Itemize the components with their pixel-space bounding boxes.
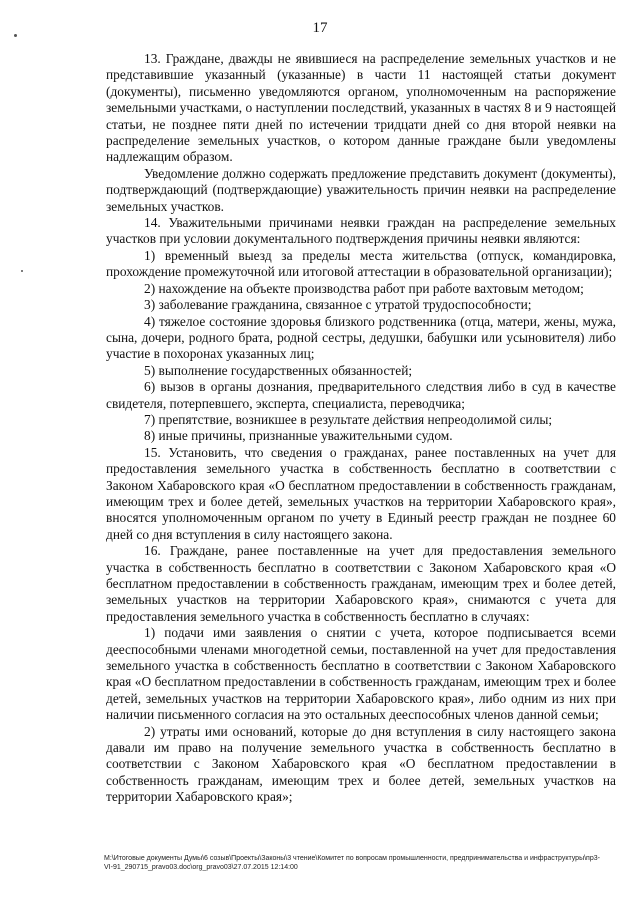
paragraph-14: 14. Уважительными причинами неявки граждан на распределение земельных участков при условии документального подтверждения причины неявки являются: <box>106 215 616 247</box>
list-item-14-8: 8) иные причины, признанные уважительными судом. <box>144 428 453 444</box>
list-item-14-7: 7) препятствие, возникшее в результате действия непреодолимой силы; <box>144 411 553 427</box>
paragraph-15: 15. Установить, что сведения о гражданах, ранее поставленных на учет для предоставления земельного участка в собственность бесплатно в соответствии с Законом Хабаровского края «О бесплатном предоставлении в собственность гражданам, имеющим трех и более детей, земельных участков на территории Хабаровского края», вносятся уполномоченным органом по учету в Единый реестр граждан не позднее 60 дней со дня вступления в силу настоящего закона. <box>106 444 616 542</box>
list-item-14-1: 1) временный выезд за пределы места жительства (отпуск, командировка, прохождение промежуточной или итоговой аттестации в образовательной организации); <box>106 247 616 280</box>
list-item-14-3: 3) заболевание гражданина, связанное с утратой трудоспособности; <box>144 297 532 313</box>
footer-file-path: M:\Итоговые документы Думы\6 созыв\Проекты\Законы\3 чтение\Комитет по вопросам промышленности, предпринимательства и инфраструктуры\пр3- <box>104 855 600 862</box>
list-item-14-5: 5) выполнение государственных обязанностей; <box>144 362 413 378</box>
paragraph-13: 13. Граждане, дважды не явившиеся на распределение земельных участков и не представившие указанный (указанные) в части 11 настоящей статьи документ (документы), письменно уведомляются органом, уполномоченным на распоряжение земельными участками, о наступлении последствий, указанных в частях 8 и 9 настоящей статьи, не позднее пяти дней по истечении тридцати дней со дня второй неявки на распределение земельных участков, о котором данные граждане были уведомлены надлежащим образом. <box>106 51 616 165</box>
paragraph-16: 16. Граждане, ранее поставленные на учет для предоставления земельного участка в собственность бесплатно в соответствии с Законом Хабаровского края «О бесплатном предоставлении в собственность гражданам, имеющим трех и более детей, земельных участков на территории Хабаровского края», снимаются с учета для предоставления земельного участка в собственность бесплатно в случаях: <box>106 543 616 624</box>
list-item-14-2: 2) нахождение на объекте производства работ при работе вахтовым методом; <box>144 280 584 296</box>
page-number: 17 <box>312 20 328 36</box>
paragraph-notice: Уведомление должно содержать предложение представить документ (документы), подтверждающий (подтверждающие) уважительность причин неявки на распределение земельных участков. <box>106 165 616 214</box>
list-item-16-1: 1) подачи ими заявления о снятии с учета, которое подписывается всеми дееспособными членами многодетной семьи, поставленной на учет для предоставления земельного участка в собственность бесплатно в соответствии с Законом Хабаровского края «О бесплатном предоставлении в собственность гражданам, имеющим трех и более детей, земельных участков на территории Хабаровского края», либо одним из них при наличии письменного согласия на это остальных дееспособных членов данной семьи; <box>106 625 616 723</box>
list-item-16-2: 2) утраты ими оснований, которые до дня вступления в силу настоящего закона давали им право на получение земельного участка в собственность бесплатно в соответствии с Законом Хабаровского края «О бесплатном предоставлении в собственность гражданам, имеющим трех и более детей, земельных участков на территории Хабаровского края»; <box>106 723 616 805</box>
list-item-14-4: 4) тяжелое состояние здоровья близкого родственника (отца, матери, жены, мужа, сына, дочери, родного брата, родной сестры, дедушки, бабушки или усыновителя) либо участие в похоронах указанных лиц; <box>106 313 616 362</box>
footer-file-info: VI-91_290715_pravo03.doc\org_pravo03\27.07.2015 12:14:00 <box>104 864 298 871</box>
scan-speck <box>21 270 23 272</box>
list-item-14-6: 6) вызов в органы дознания, предварительного следствия либо в суд в качестве свидетеля, потерпевшего, эксперта, специалиста, переводчика; <box>106 379 616 411</box>
document-footer <box>104 854 624 872</box>
document-body <box>106 51 616 806</box>
